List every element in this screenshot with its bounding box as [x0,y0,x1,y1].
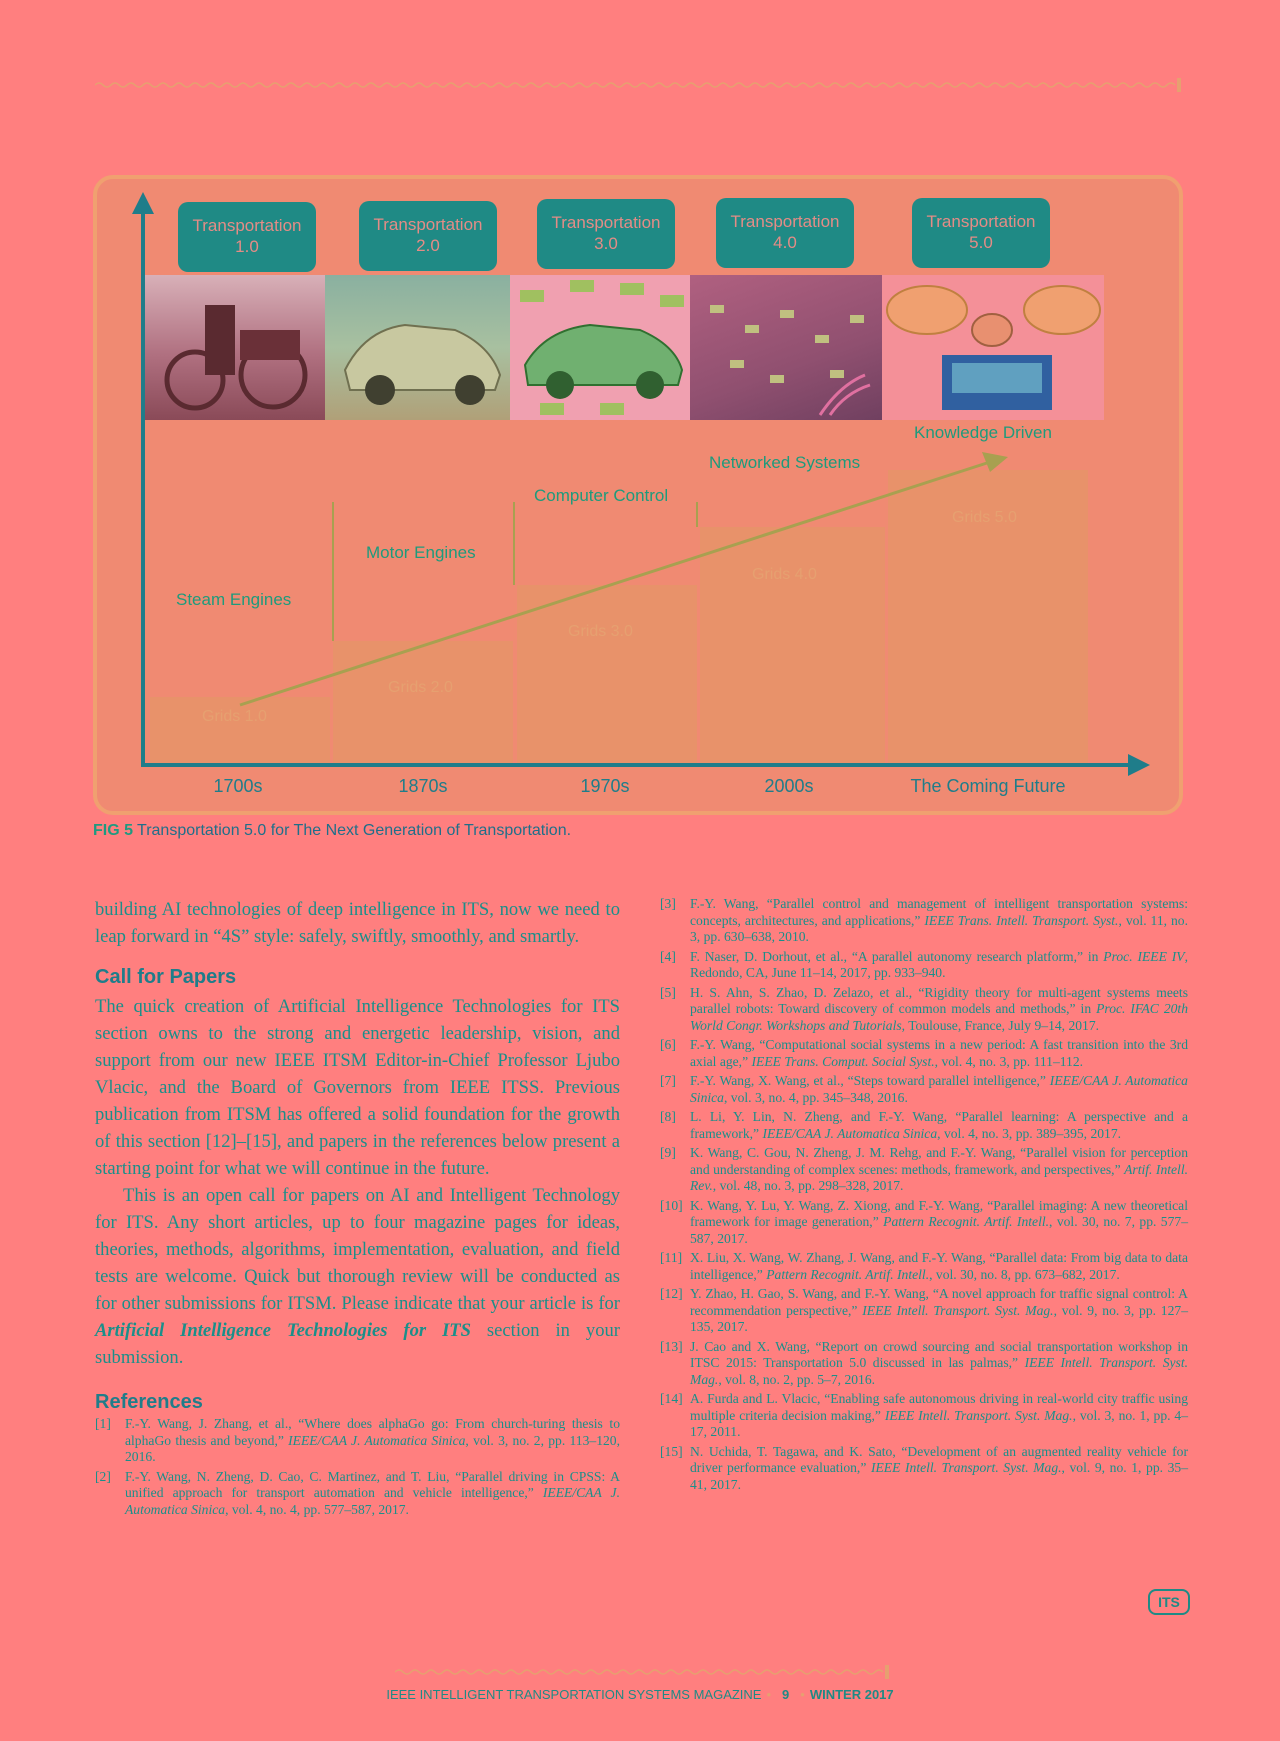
reference-details: , vol. 4, no. 4, pp. 577–587, 2017. [225,1501,409,1517]
reference-text [690,1109,1188,1142]
reference-venue: Pattern Recognit. Artif. Intell. [883,1214,1050,1229]
reference-item [660,985,1188,1035]
reference-details: , vol. 9, no. 3, pp. 127–135, 2017. [690,1302,1188,1334]
cfp-paragraph-2 [95,1182,620,1371]
reference-number: [15] [660,1443,683,1459]
reference-body: L. Li, Y. Lin, N. Zheng, and F.-Y. Wang, “Parallel learning: A perspective and a framework,” [690,1109,1188,1141]
reference-item [660,1339,1188,1389]
reference-number: [11] [660,1250,683,1265]
reference-venue: IEEE Intell. Transport. Syst. Mag. [690,1355,1188,1387]
cfp-paragraph-2-end: section in your submission. [95,1320,620,1368]
reference-body: K. Wang, C. Gou, N. Zheng, J. M. Rehg, and F.-Y. Wang, “Parallel vision for perception and understanding of complex scenes: methods, framework, and perspectives,” [690,1145,1188,1177]
reference-venue: Artif. Intell. Rev. [690,1161,1188,1193]
grid-label-5: Grids 5.0 [952,509,1017,526]
reference-body: H. S. Ahn, S. Zhao, D. Zelazo, et al., “Rigidity theory for multi-agent systems meets parallel robots: Toward discovery of common models and methods,” in [690,984,1188,1016]
reference-details: , vol. 4, no. 3, pp. 111–112. [934,1053,1084,1069]
networked-traffic-photo [690,275,882,420]
knowledge-driven-cloud-diagram [882,275,1104,420]
reference-body: F.-Y. Wang, J. Zhang, et al., “Where does alphaGo go: From church-turing thesis to alphaGo thesis and beyond,” [125,1416,620,1448]
reference-number: [4] [660,948,676,964]
page-footer [0,1687,1280,1702]
stage-label-steam: Steam Engines [176,590,292,609]
reference-item [660,1286,1188,1336]
reference-text [125,1416,620,1466]
reference-item [95,1416,620,1466]
reference-body: Y. Zhao, H. Gao, S. Wang, and F.-Y. Wang, “A novel approach for traffic signal control: A recommendation perspective,” [690,1286,1188,1318]
reference-venue: IEEE/CAA J. Automatica Sinica [762,1125,938,1141]
reference-text [690,896,1188,946]
reference-venue: IEEE/CAA J. Automatica Sinica [690,1073,1188,1105]
transport-box-4-line2: 4.0 [773,233,797,252]
reference-item [660,1444,1188,1494]
reference-details: , vol. 11, no. 3, pp. 630–638, 2010. [690,912,1188,944]
grid-bar-2 [333,641,513,765]
reference-venue: IEEE/CAA J. Automatica Sinica [288,1432,466,1448]
reference-body: F.-Y. Wang, “Parallel control and management of intelligent transportation systems: concepts, architectures, and applications,” [690,896,1188,928]
reference-item [660,1145,1188,1195]
reference-item [660,1037,1188,1070]
reference-item [660,896,1188,946]
right-column [660,896,1188,1496]
reference-text [125,1469,620,1519]
reference-item [660,1109,1188,1142]
reference-details: , vol. 30, no. 8, pp. 673–682, 2017. [929,1266,1120,1282]
bottom-wave-rule [395,1665,895,1677]
reference-text [690,1339,1188,1389]
grid-label-4: Grids 4.0 [752,566,817,583]
reference-text [690,1198,1188,1248]
reference-venue: IEEE/CAA J. Automatica Sinica [125,1485,620,1517]
computer-controlled-car-diagram [510,275,690,420]
transport-box-5-line1: Transportation [926,212,1036,231]
reference-body: X. Liu, X. Wang, W. Zhang, J. Wang, and F.-Y. Wang, “Parallel data: From big data to data intelligence,” [690,1250,1188,1282]
transport-box-5 [912,198,1050,268]
stage-label-computer: Computer Control [534,486,669,505]
reference-venue: IEEE Trans. Intell. Transport. Syst. [924,912,1119,928]
intro-paragraph: building AI technologies of deep intelligence in ITS, now we need to leap forward in “4S” style: safely, swiftly, smoothly, and smartly. [95,899,620,947]
reference-venue: Pattern Recognit. Artif. Intell. [766,1266,930,1282]
reference-number: [10] [660,1197,683,1213]
footer-separator: • [800,1687,805,1702]
era-label-1870s: 1870s [398,776,448,796]
stage-label-knowledge: Knowledge Driven [914,423,1052,442]
cfp-paragraph-2-start: This is an open call for papers on AI and Intelligent Technology for ITS. Any short articles, up to four magazine pages for ideas, theories, methods, algorithms, implementation, evaluation, and field tests are welcome. Quick but thorough review will be conducted as for other submissions for ITSM. Please indicate that your article is for [95,1185,620,1314]
cfp-heading: Call for Papers [95,966,237,988]
era-label-2000s: 2000s [764,776,814,796]
reference-number: [14] [660,1391,683,1406]
transport-box-2-line1: Transportation [373,215,483,234]
reference-text [690,1286,1188,1336]
footer-separator: • [766,1687,772,1702]
transport-box-3-line2: 3.0 [594,234,618,253]
reference-body: A. Furda and L. Vlacic, “Enabling safe autonomous driving in real-world city traffic using multiple criteria decision making,” [690,1391,1188,1423]
motor-car-photo [325,275,510,420]
reference-number: [9] [660,1145,676,1160]
y-axis-arrowhead [132,192,154,214]
reference-body: F.-Y. Wang, N. Zheng, D. Cao, C. Martinez, and T. Liu, “Parallel driving in CPSS: A unified approach for transport automation and vehicle intelligence,” [125,1468,620,1500]
reference-venue: Proc. IFAC 20th World Congr. Workshops and Tutorials [690,1001,1189,1033]
reference-details: , Toulouse, France, July 9–14, 2017. [901,1017,1100,1033]
reference-number: [1] [95,1416,111,1431]
footer-page-number: 9 [782,1687,790,1702]
transport-box-2-line2: 2.0 [416,236,440,255]
stage-label-networked: Networked Systems [709,453,861,472]
reference-item [660,1198,1188,1248]
reference-text [690,1073,1188,1106]
footer-magazine: IEEE INTELLIGENT TRANSPORTATION SYSTEMS MAGAZINE [386,1687,762,1702]
reference-item [95,1469,620,1519]
transport-box-1 [178,202,316,272]
figure-caption-text: Transportation 5.0 for The Next Generation of Transportation. [137,822,572,839]
reference-details: , vol. 3, no. 4, pp. 345–348, 2016. [723,1089,908,1105]
grid-bar-4 [700,527,885,765]
reference-number: [6] [660,1037,676,1052]
reference-number: [8] [660,1109,676,1124]
era-label-future: The Coming Future [910,776,1066,796]
reference-text [690,985,1188,1035]
its-end-badge: ITS [1148,1589,1190,1615]
reference-details: , vol. 4, no. 3, pp. 389–395, 2017. [937,1125,1122,1141]
reference-text [690,1444,1188,1494]
reference-venue: IEEE Intell. Transport. Syst. Mag. [870,1460,1062,1475]
reference-body: K. Wang, Y. Lu, Y. Wang, Z. Xiong, and F.-Y. Wang, “Parallel imaging: A new theoretical framework for image generation,” [690,1197,1188,1229]
steam-fire-engine-photo [145,275,325,420]
transport-box-1-line1: Transportation [192,216,302,235]
transport-box-4-line1: Transportation [730,212,840,231]
transport-box-5-line2: 5.0 [969,233,993,252]
transport-box-4 [716,198,854,268]
era-label-1970s: 1970s [580,776,630,796]
reference-details: , vol. 48, no. 3, pp. 298–328, 2017. [712,1178,904,1193]
transport-box-3 [537,199,675,269]
era-label-1700s: 1700s [213,776,263,796]
reference-text [690,949,1188,982]
reference-text [690,1145,1188,1195]
reference-details: , vol. 30, no. 7, pp. 577–587, 2017. [690,1214,1188,1246]
reference-venue: IEEE Intell. Transport. Syst. Mag. [862,1302,1054,1318]
references-heading: References [95,1391,203,1413]
x-axis-arrowhead [1128,754,1150,776]
reference-number: [2] [95,1468,111,1484]
reference-number: [13] [660,1338,683,1354]
figure-caption [93,822,571,840]
reference-details: , vol. 8, no. 2, pp. 5–7, 2016. [718,1371,876,1387]
left-column [95,896,620,1521]
grid-label-2: Grids 2.0 [388,679,453,696]
footer-issue: WINTER 2017 [809,1687,894,1702]
reference-venue: Proc. IEEE IV [1103,948,1185,964]
transport-box-3-line1: Transportation [551,213,661,232]
reference-number: [7] [660,1073,676,1088]
reference-venue: IEEE Intell. Transport. Syst. Mag. [884,1407,1073,1423]
transport-box-2 [359,201,497,271]
reference-body: N. Uchida, T. Tagawa, and K. Sato, “Development of an augmented reality vehicle for driver performance evaluation,” [690,1443,1188,1475]
reference-number: [5] [660,984,676,1000]
grid-bar-3 [517,585,697,765]
stage-label-motor: Motor Engines [366,543,476,562]
transport-box-1-line2: 1.0 [235,237,259,256]
reference-item [660,949,1188,982]
reference-body: J. Cao and X. Wang, “Report on crowd sourcing and social transportation workshop in ITSC 2015: Transportation 5.0 discussed in las palmas,” [690,1338,1188,1370]
reference-number: [3] [660,896,676,911]
reference-text [690,1250,1188,1283]
reference-item [660,1391,1188,1441]
grid-label-1: Grids 1.0 [202,708,267,725]
grid-label-3: Grids 3.0 [568,623,633,640]
reference-item [660,1250,1188,1283]
reference-body: F.-Y. Wang, “Computational social systems in a new period: A fast transition into the 3rd axial age,” [690,1037,1188,1069]
reference-number: [12] [660,1286,683,1301]
reference-venue: IEEE Trans. Comput. Social Syst. [751,1053,935,1069]
reference-details: , vol. 3, no. 2, pp. 113–120, 2016. [125,1432,620,1464]
reference-item [660,1073,1188,1106]
reference-text [690,1391,1188,1441]
cfp-section-name: Artificial Intelligence Technologies for ITS [95,1320,471,1341]
reference-body: F. Naser, D. Dorhout, et al., “A parallel autonomy research platform,” in [690,948,1104,964]
reference-details: , vol. 3, no. 1, pp. 4–17, 2011. [690,1407,1188,1439]
reference-text [690,1037,1188,1070]
figure-number: FIG 5 [93,822,134,839]
reference-details: , Redondo, CA, June 11–14, 2017, pp. 933–940. [690,948,1188,980]
reference-details: , vol. 9, no. 1, pp. 35–41, 2017. [690,1460,1188,1492]
cfp-paragraph-1: The quick creation of Artificial Intelligence Technologies for ITS section owns to the strong and energetic leadership, vision, and support from our new IEEE ITSM Editor-in-Chief Professor Ljubo Vlacic, and the Board of Governors from IEEE ITSS. Previous publication from ITSM has offered a solid foundation for the growth of this section [12]–[15], and papers in the references below present a starting point for what we will continue in the future. [95,996,620,1179]
reference-body: F.-Y. Wang, X. Wang, et al., “Steps toward parallel intelligence,” [690,1073,1050,1088]
